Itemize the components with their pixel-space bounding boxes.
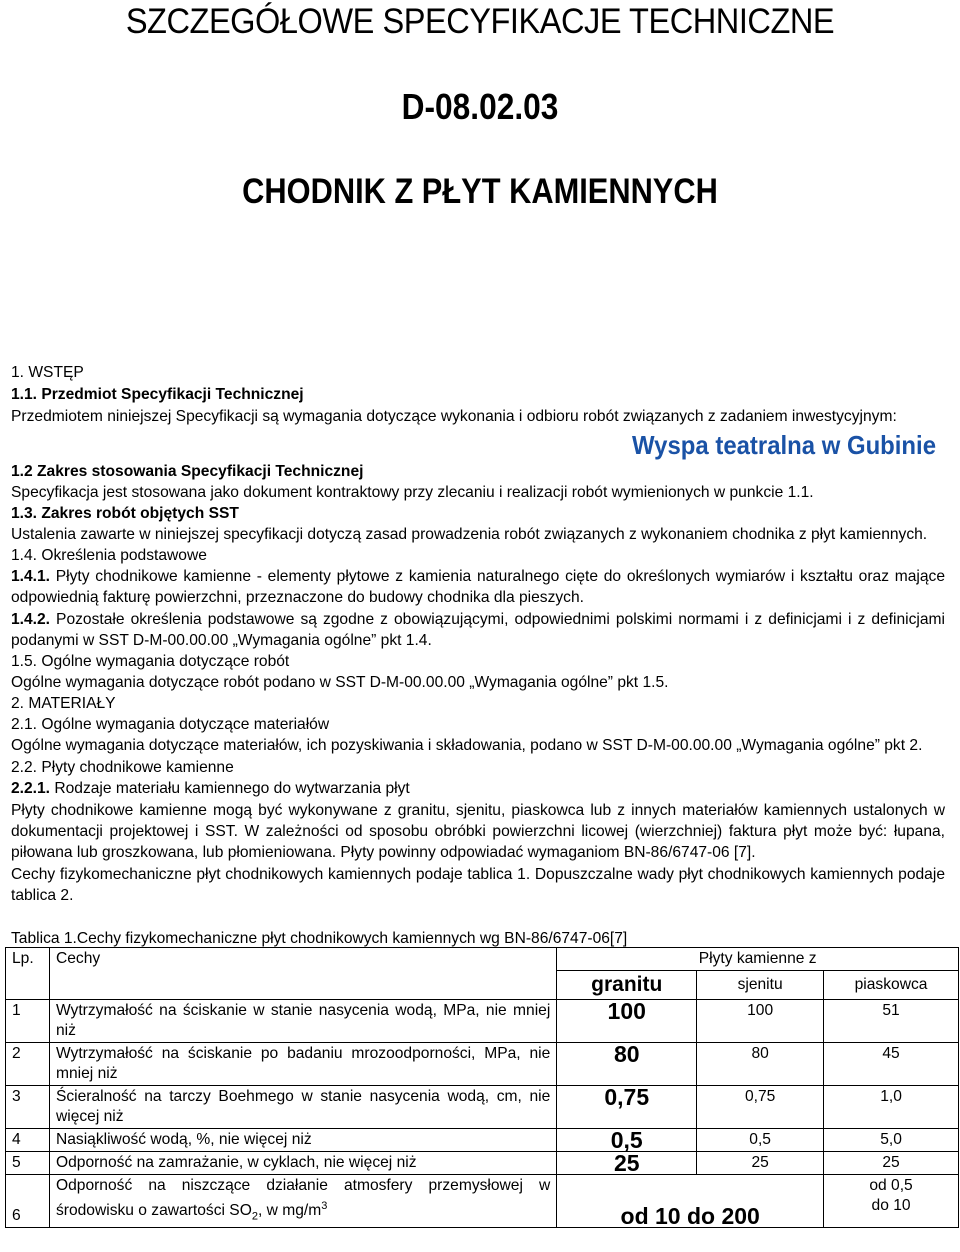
row-granit: 25 bbox=[557, 1152, 697, 1175]
row-granit-sjenit: od 10 do 200 bbox=[557, 1175, 824, 1228]
row-piaskowiec: 51 bbox=[824, 1000, 959, 1043]
section-1-1-text: Przedmiotem niniejszej Specyfikacji są wymagania dotyczące wykonania i odbioru robót związanych z zadaniem inwestycyjnym: bbox=[11, 408, 897, 425]
section-1-4-2-text: Pozostałe określenia podstawowe są zgodne z obowiązującymi, odpowiednimi polskimi normami i z definicjami i z definicjami podanymi w SST D-M-00.00.00 „Wymagania ogólne” pkt 1.4. bbox=[11, 611, 945, 649]
header-piaskowiec: piaskowca bbox=[824, 971, 959, 1000]
section-1-heading: 1. WSTĘP bbox=[11, 364, 84, 381]
section-2-2-heading: 2.2. Płyty chodnikowe kamienne bbox=[11, 759, 234, 776]
spec-code: D-08.02.03 bbox=[401, 86, 559, 127]
section-1-4-1-paragraph bbox=[11, 566, 945, 608]
header-cechy: Cechy bbox=[49, 948, 556, 1000]
row-piaskowiec bbox=[824, 1175, 959, 1228]
row-granit: 0,5 bbox=[557, 1129, 697, 1152]
section-2-1-heading: 2.1. Ogólne wymagania dotyczące materiałów bbox=[11, 716, 330, 733]
row-piaskowiec: 25 bbox=[824, 1152, 959, 1175]
row-piaskowiec: 5,0 bbox=[824, 1129, 959, 1152]
row6-piask-from: od 0,5 bbox=[869, 1177, 913, 1194]
table-row bbox=[6, 1043, 959, 1086]
row-lp: 3 bbox=[6, 1086, 50, 1129]
project-name: Wyspa teatralna w Gubinie bbox=[632, 430, 936, 460]
row-sjenit: 25 bbox=[697, 1152, 824, 1175]
section-1-4-1-text: Płyty chodnikowe kamienne - elementy płytowe z kamienia naturalnego cięte do określonych wymiarów i kształtu oraz mające odpowiednią fakturę powierzchni, przeznaczone do budowy chodnika dla pieszych. bbox=[11, 568, 945, 606]
row-lp: 6 bbox=[6, 1175, 50, 1228]
properties-table bbox=[5, 947, 959, 1228]
table-row bbox=[6, 1000, 959, 1043]
table-row bbox=[6, 1129, 959, 1152]
row-granit: 80 bbox=[557, 1043, 697, 1086]
table-row bbox=[6, 1152, 959, 1175]
row-cecha: Odporność na zamrażanie, w cyklach, nie więcej niż bbox=[49, 1152, 556, 1175]
header-plyty-kamienne: Płyty kamienne z bbox=[557, 948, 959, 971]
row-lp: 5 bbox=[6, 1152, 50, 1175]
section-1-4-heading: 1.4. Określenia podstawowe bbox=[11, 547, 207, 564]
spec-subtitle: CHODNIK Z PŁYT KAMIENNYCH bbox=[242, 172, 718, 211]
row6-piask-to: do 10 bbox=[871, 1197, 911, 1214]
section-1-2-heading: 1.2 Zakres stosowania Specyfikacji Technicznej bbox=[11, 463, 364, 480]
section-2-2-1-text: Płyty chodnikowe kamienne mogą być wykonywane z granitu, sjenitu, piaskowca lub z innych materiałów kamiennych ustalonych w dokumentacji projektowej i SST. W zależności od sposobu obróbki powierzchni licowej (wierzchniej) faktura płyt może być: łupana, piłowana lub groszkowana, lub płomieniowana. Płyty powinny odpowiadać wymaganiom BN-86/6747-06 [7]. bbox=[11, 802, 945, 861]
section-2-2-1-heading bbox=[11, 778, 945, 799]
section-1-5-heading: 1.5. Ogólne wymagania dotyczące robót bbox=[11, 653, 290, 670]
row-piaskowiec: 1,0 bbox=[824, 1086, 959, 1129]
header-sjenit: sjenitu bbox=[697, 971, 824, 1000]
row-cecha: Nasiąkliwość wodą, %, nie więcej niż bbox=[49, 1129, 556, 1152]
section-2-1-text: Ogólne wymagania dotyczące materiałów, ich pozyskiwania i składowania, podano w SST D-M-00.00.00 „Wymagania ogólne” pkt 2. bbox=[11, 737, 923, 754]
section-1-4-2-number: 1.4.2. bbox=[11, 611, 51, 628]
row6-cecha-unit: , w mg/m bbox=[257, 1202, 322, 1220]
row-cecha: Ścieralność na tarczy Boehmego w stanie nasycenia wodą, cm, nie więcej niż bbox=[49, 1086, 556, 1129]
row-granit: 100 bbox=[557, 1000, 697, 1043]
section-1-1-heading: 1.1. Przedmiot Specyfikacji Technicznej bbox=[11, 386, 304, 403]
row-cecha: Wytrzymałość na ściskanie w stanie nasycenia wodą, MPa, nie mniej niż bbox=[49, 1000, 556, 1043]
row-lp: 2 bbox=[6, 1043, 50, 1086]
row-lp: 4 bbox=[6, 1129, 50, 1152]
row-sjenit: 0,5 bbox=[697, 1129, 824, 1152]
row-lp: 1 bbox=[6, 1000, 50, 1043]
section-1-3-text: Ustalenia zawarte w niniejszej specyfikacji dotyczą zasad prowadzenia robót związanych z wykonaniem chodnika z płyt kamiennych. bbox=[11, 526, 928, 543]
document-title: SZCZEGÓŁOWE SPECYFIKACJE TECHNICZNE bbox=[125, 2, 835, 41]
row-sjenit: 100 bbox=[697, 1000, 824, 1043]
header-granit: granitu bbox=[557, 971, 697, 1000]
table-row bbox=[6, 1086, 959, 1129]
row6-superscript: 3 bbox=[321, 1200, 328, 1212]
row-sjenit: 80 bbox=[697, 1043, 824, 1086]
table-row bbox=[6, 1175, 959, 1228]
row-granit: 0,75 bbox=[557, 1086, 697, 1129]
row-sjenit: 0,75 bbox=[697, 1086, 824, 1129]
row-cecha bbox=[49, 1175, 556, 1228]
section-1-3-heading: 1.3. Zakres robót objętych SST bbox=[11, 505, 239, 522]
section-1-5-text: Ogólne wymagania dotyczące robót podano w SST D-M-00.00.00 „Wymagania ogólne” pkt 1.5. bbox=[11, 674, 669, 691]
row-cecha: Wytrzymałość na ściskanie po badaniu mrozoodporności, MPa, nie mniej niż bbox=[49, 1043, 556, 1086]
section-1-4-1-number: 1.4.1. bbox=[11, 568, 51, 585]
row-piaskowiec: 45 bbox=[824, 1043, 959, 1086]
section-2-2-1-text-2: Cechy fizykomechaniczne płyt chodnikowych kamiennych podaje tablica 1. Dopuszczalne wady płyt chodnikowych kamiennych podaje tablica 2. bbox=[11, 866, 945, 904]
section-2-2-1-title: Rodzaje materiału kamiennego do wytwarzania płyt bbox=[50, 780, 410, 797]
section-2-heading: 2. MATERIAŁY bbox=[11, 695, 116, 712]
section-1-4-2-paragraph bbox=[11, 609, 945, 651]
table-header-row bbox=[6, 948, 959, 971]
section-2-2-1-number: 2.2.1. bbox=[11, 780, 51, 797]
row6-subscript: 2 bbox=[251, 1210, 258, 1223]
section-1-2-text: Specyfikacja jest stosowana jako dokument kontraktowy przy zlecaniu i realizacji robót wymienionych w punkcie 1.1. bbox=[11, 484, 814, 501]
row6-cecha-text: Odporność na niszczące działanie atmosfery przemysłowej w środowisku o zawartości SO bbox=[55, 1177, 551, 1220]
header-lp: Lp. bbox=[6, 948, 50, 1000]
table-caption: Tablica 1.Cechy fizykomechaniczne płyt chodnikowych kamiennych wg BN-86/6747-06[7] bbox=[11, 930, 628, 947]
